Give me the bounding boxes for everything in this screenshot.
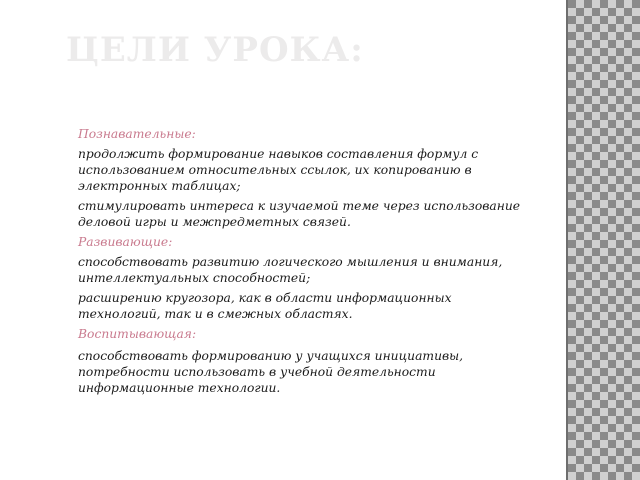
section-heading-cognitive: Познавательные: xyxy=(78,127,196,141)
slide-content xyxy=(78,126,526,400)
section-heading-developmental: Развивающие: xyxy=(78,235,173,249)
developmental-item-2: расширению кругозора, как в области информационных технологий, так и в смежных областях. xyxy=(78,291,452,321)
decorative-pattern-strip xyxy=(568,0,640,480)
cognitive-item-1: продолжить формирование навыков составления формул с использованием относительных ссылок, их копированию в электронных таблицах; xyxy=(78,147,479,193)
section-heading-educational: Воспитывающая: xyxy=(78,327,197,341)
developmental-item-1: способствовать развитию логического мышления и внимания, интеллектуальных способностей; xyxy=(78,255,503,285)
cognitive-item-2: стимулировать интереса к изучаемой теме через использование деловой игры и межпредметных связей. xyxy=(78,199,521,229)
slide-title: ЦЕЛИ УРОКА: xyxy=(66,30,364,70)
educational-item-1: способствовать формированию у учащихся инициативы, потребности использовать в учебной деятельности информационные технологии. xyxy=(78,349,464,395)
